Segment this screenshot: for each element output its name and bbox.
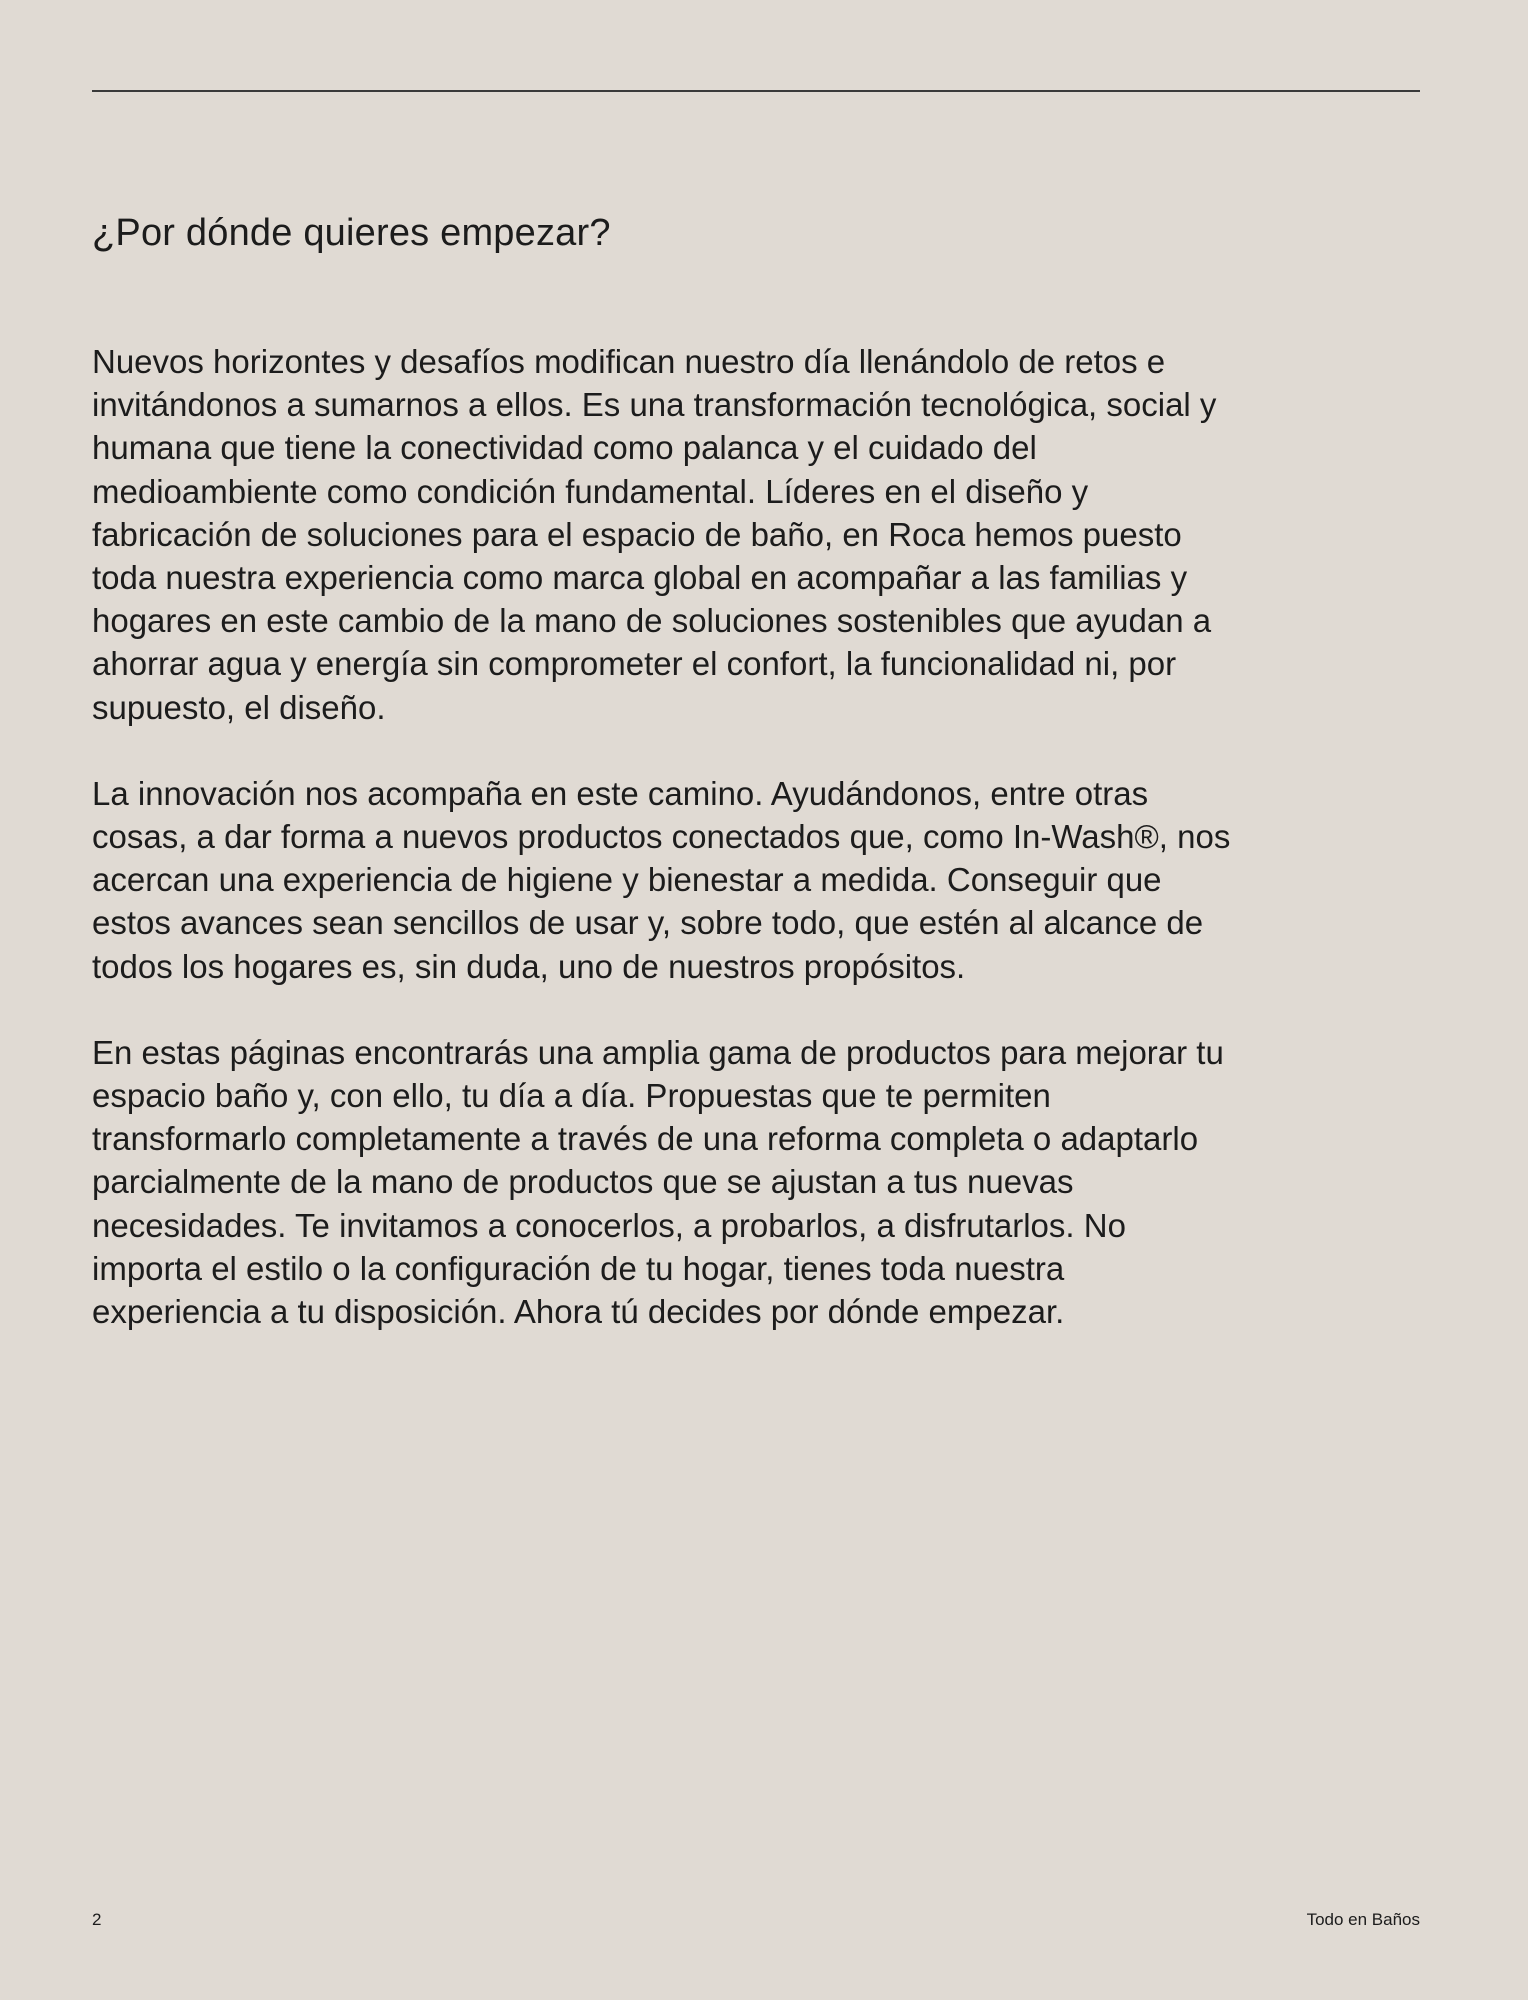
paragraph-innovation: La innovación nos acompaña en este camino. Ayudándonos, entre otras cosas, a dar forma a nuevos productos conectados que, como In-Wash®, nos acercan una experiencia de higiene y bienestar a medida. Conseguir que estos avances sean sencillos de usar y, sobre todo, que estén al alcance de todos los hogares es, sin duda, uno de nuestros propósitos. [92,774,1231,985]
top-divider [92,90,1420,92]
page-number: 2 [92,1910,102,1929]
publication-title: Todo en Baños [1306,1910,1420,1929]
page-heading: ¿Por dónde quieres empezar? [92,212,611,254]
body-text [92,340,1232,1376]
paragraph-products: En estas páginas encontrarás una amplia gama de productos para mejorar tu espacio baño y, con ello, tu día a día. Propuestas que te permiten transformarlo completamente a través de una reforma completa o adaptarlo parcialmente de la mano de productos que se ajustan a tus nuevas necesidades. Te invitamos a conocerlos, a probarlos, a disfrutarlos. No importa el estilo o la configuración de tu hogar, tienes toda nuestra experiencia a tu disposición. Ahora tú decides por dónde empezar. [92,1033,1224,1331]
paragraph-intro: Nuevos horizontes y desafíos modifican nuestro día llenándolo de retos e invitándonos a sumarnos a ellos. Es una transformación tecnológica, social y humana que tiene la conectividad como palanca y el cuidado del medioambiente como condición fundamental. Líderes en el diseño y fabricación de soluciones para el espacio de baño, en Roca hemos puesto toda nuestra experiencia como marca global en acompañar a las familias y hogares en este cambio de la mano de soluciones sostenibles que ayudan a ahorrar agua y energía sin comprometer el confort, la funcionalidad ni, por supuesto, el diseño. [92,343,1217,726]
